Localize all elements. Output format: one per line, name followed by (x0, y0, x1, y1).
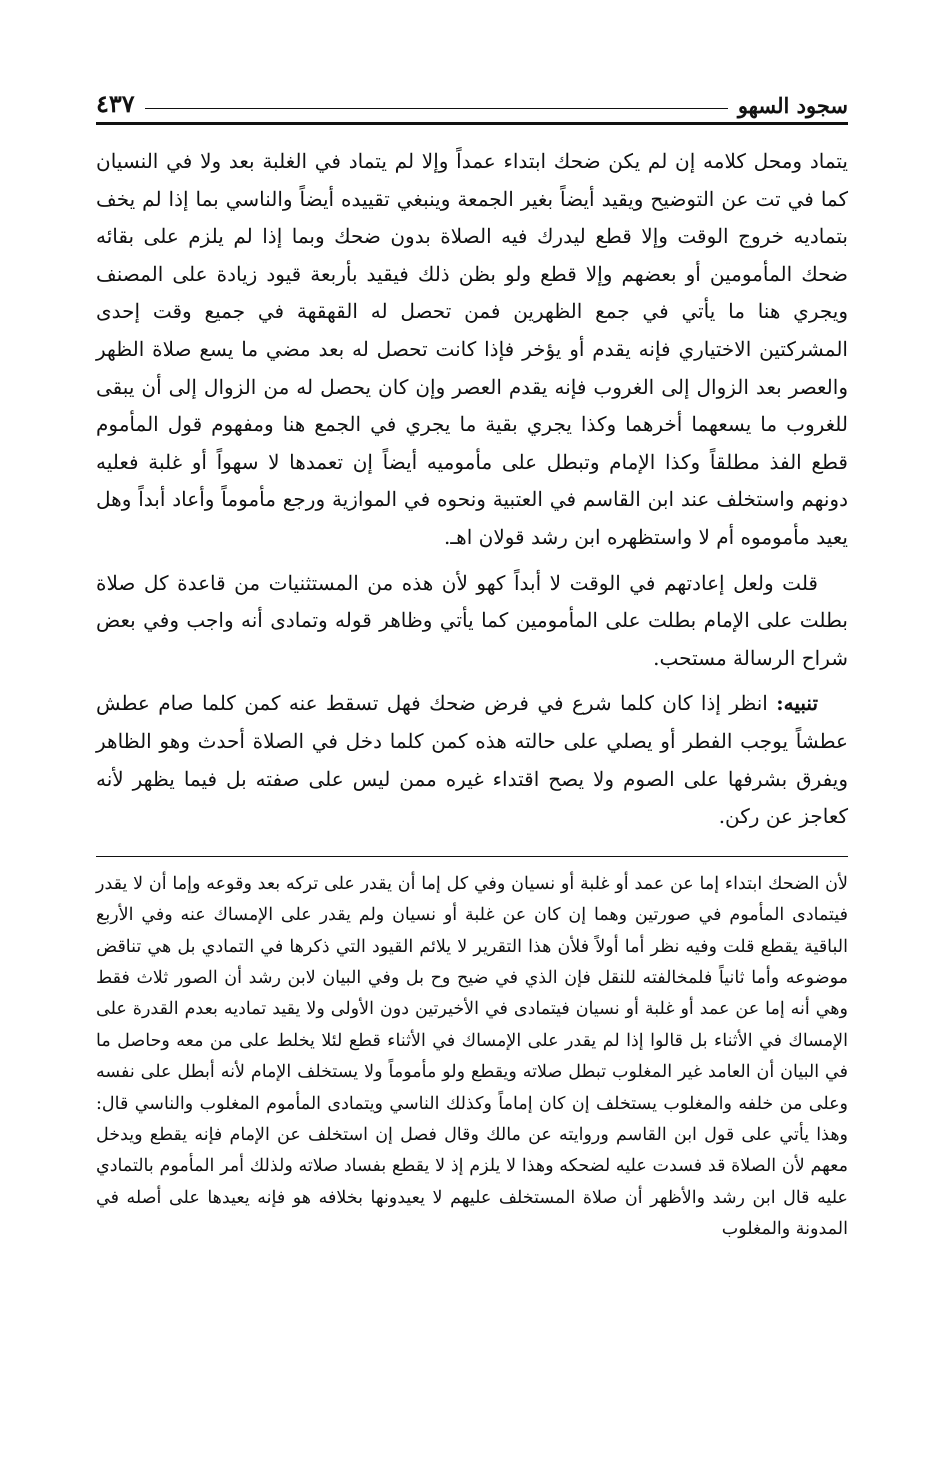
note-paragraph (96, 685, 848, 835)
header-rule (145, 108, 728, 109)
book-page (96, 78, 848, 1246)
page-number: ٤٣٧ (96, 89, 135, 118)
header-underline (96, 122, 848, 125)
footnote-separator (96, 856, 848, 857)
main-text (96, 143, 848, 836)
body-paragraph: يتماد ومحل كلامه إن لم يكن ضحك ابتداء عمداً وإلا لم يتماد في الغلبة بعد ولا في النسيان كما في تت عن التوضيح ويقيد أيضاً بغير الجمعة وينبغي تقييده أيضاً والناسي بما إذا لم يخف بتماديه خروج الوقت وإلا قطع ليدرك فيه الصلاة بدون ضحك وبما إذا لم يلزم على بقائه ضحك المأمومين أو بعضهم وإلا قطع ولو بظن ذلك فيقيد بأربعة قيود زيادة على المصنف ويجري هنا ما يأتي في جمع الظهرين فمن تحصل له القهقهة في جميع وقت إحدى المشركتين الاختياري فإنه يقدم أو يؤخر فإذا كانت تحصل له بعد مضي ما يسع صلاة الظهر والعصر بعد الزوال إلى الغروب فإنه يقدم العصر وإن كان يحصل له من الزوال إلى أن يبقى للغروب ما يسعهما أخرهما وكذا يجري بقية ما يجري في الجمع هنا ومفهوم قول المأموم قطع الفذ مطلقاً وكذا الإمام وتبطل على مأموميه أيضاً إن تعمدها لا سهواً أو غلبة فعليه دونهم واستخلف عند ابن القاسم في العتبية ونحوه في الموازية ورجع مأموماً وأعاد أبداً وهل يعيد مأموموه أم لا واستظهره ابن رشد قولان اهـ. (96, 149, 848, 549)
page-header (96, 78, 848, 118)
note-text: انظر إذا كان كلما شرع في فرض ضحك فهل تسقط عنه كمن كلما صام عطش عطشاً يوجب الفطر أو يصلي على حالته هذه كمن كلما دخل في الصلاة أحدث وهو الظاهر ويفرق بشرفها على الصوم ولا يصح اقتداء غيره ممن ليس على صفته بل فيما يظهر لأنه كعاجز عن ركن. (96, 691, 848, 829)
running-title: سجود السهو (737, 93, 848, 118)
body-paragraph: قلت ولعل إعادتهم في الوقت لا أبداً كهو لأن هذه من المستثنيات من قاعدة كل صلاة بطلت على الإمام بطلت على المأمومين كما يأتي وظاهر قوله وتمادى أنه واجب وفي بعض شراح الرسالة مستحب. (96, 570, 848, 670)
note-label: تنبيه: (776, 691, 819, 716)
footnote-text: لأن الضحك ابتداء إما عن عمد أو غلبة أو نسيان وفي كل إما أن يقدر على تركه بعد وقوعه وإما أن لا يقدر فيتمادى المأموم في صورتين وهما إن كان عن غلبة أو نسيان ولم يقدر على الإمساك عنه وفي الأربع الباقية يقطع قلت وفيه نظر أما أولاً فلأن هذا التقرير لا يلائم القيود التي ذكرها في التمادي بل هي تناقض موضوعه وأما ثانياً فلمخالفته للنقل فإن الذي في ضيح وح بل وفي البيان لابن رشد أن الصور ثلاث فقط وهي أنه إما عن عمد أو غلبة أو نسيان فيتمادى في الأخيرتين دون الأولى ولا يقيد تماديه بعدم القدرة على الإمساك في الأثناء بل قالوا إذا لم يقدر على الإمساك في الأثناء قطع لئلا يخلط على من معه وحاصل ما في البيان أن العامد غير المغلوب تبطل صلاته ويقطع ولو مأموماً ولا يستخلف الإمام لأنه أبطل على نفسه وعلى من خلفه والمغلوب يستخلف إن كان إماماً وكذلك الناسي ويتمادى المأموم المغلوب والناسي قال: وهذا يأتي على قول ابن القاسم وروايته عن مالك وقال فصل إن استخلف عن الإمام فإنه يقطع ويدخل معهم لأن الصلاة قد فسدت عليه لضحكه وهذا لا يلزم إذ لا يقطع بفساد صلاته ولذلك أمر المأموم بالتمادي عليه قال ابن رشد والأظهر أن صلاة المستخلف عليهم لا يعيدونها بخلافه هو فإنه يعيدها على أصله في المدونة والمغلوب (96, 873, 848, 1240)
